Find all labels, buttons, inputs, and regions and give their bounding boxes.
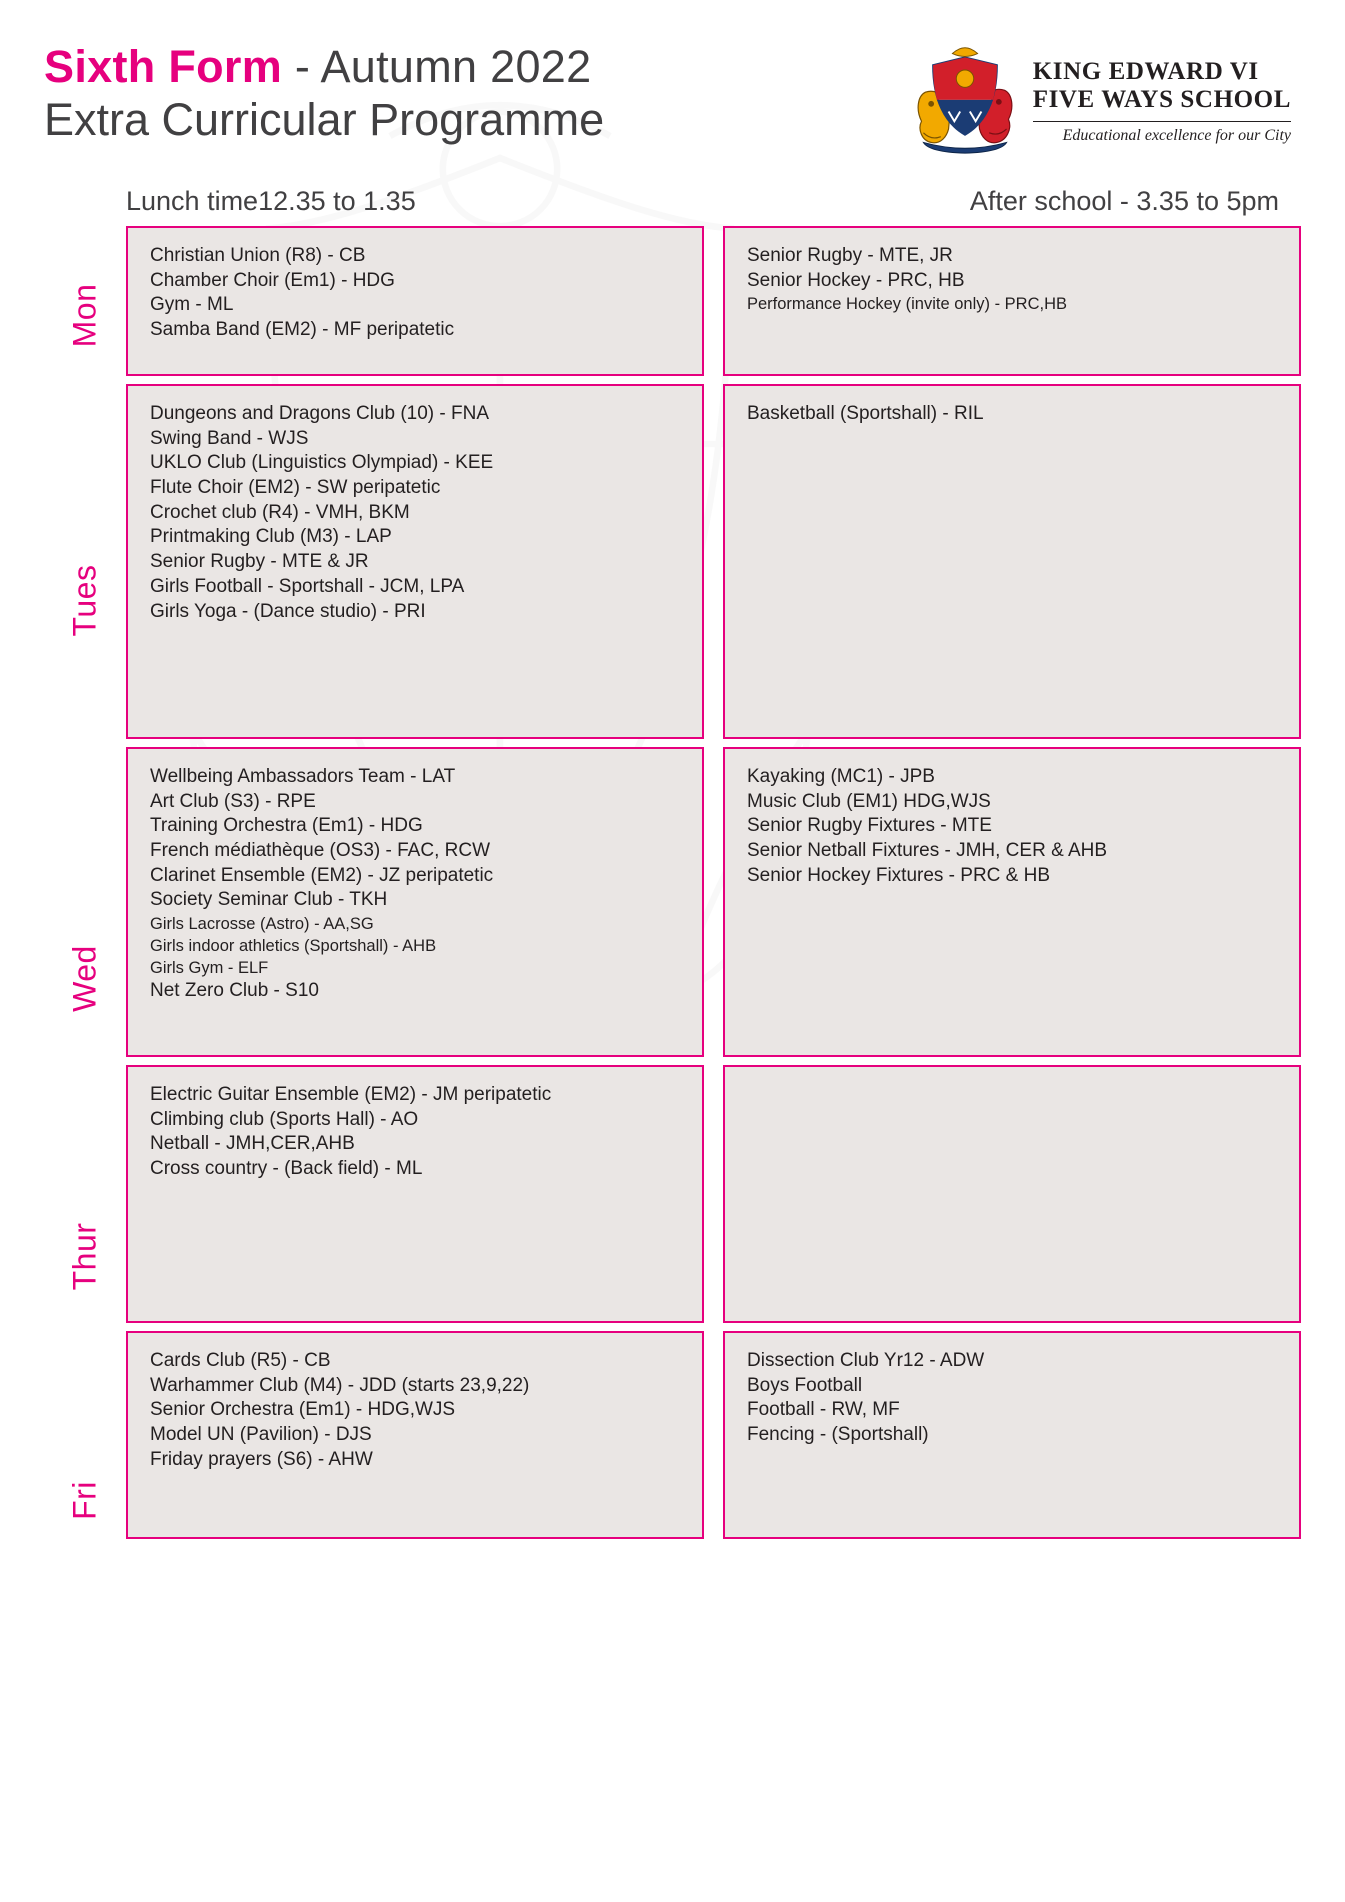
day-label-cell	[44, 747, 126, 1057]
list-item: Printmaking Club (M3) - LAP	[150, 526, 392, 548]
list-item: Netball - JMH,CER,AHB	[150, 1133, 355, 1155]
list-item: Football - RW, MF	[747, 1399, 900, 1421]
list-item: Senior Rugby - MTE, JR	[747, 245, 953, 266]
list-item: UKLO Club (Linguistics Olympiad) - KEE	[150, 452, 494, 474]
list-item: Climbing club (Sports Hall) - AO	[150, 1108, 419, 1130]
list-item: Training Orchestra (Em1) - HDG	[150, 815, 423, 837]
list-item: Senior Rugby - MTE & JR	[150, 551, 369, 573]
day-cells	[126, 1065, 1301, 1323]
list-item: Cross country - (Back field) - ML	[150, 1158, 423, 1180]
list-item: Model UN (Pavilion) - DJS	[150, 1424, 372, 1446]
table-row	[44, 384, 1301, 739]
day-label-thur: Thur	[66, 1222, 103, 1291]
day-label-wed: Wed	[66, 945, 103, 1012]
activity-list	[150, 1349, 684, 1472]
list-item: Girls indoor athletics (Sportshall) - AHB	[150, 937, 437, 956]
school-name-line-2: FIVE WAYS SCHOOL	[1032, 86, 1291, 113]
list-item: Christian Union (R8) - CB	[150, 245, 366, 266]
page-title-line-2: Extra Curricular Programme	[44, 94, 605, 146]
list-item: Senior Hockey - PRC, HB	[747, 269, 965, 291]
cell-tues-lunch	[126, 384, 704, 739]
day-label-tues: Tues	[66, 564, 103, 637]
list-item: Girls Yoga - (Dance studio) - PRI	[150, 600, 426, 622]
day-label-fri: Fri	[66, 1481, 103, 1520]
school-name-line-1: KING EDWARD VI	[1032, 58, 1259, 85]
cell-mon-after-school	[723, 226, 1301, 376]
day-cells	[126, 747, 1301, 1057]
list-item: Clarinet Ensemble (EM2) - JZ peripatetic	[150, 864, 494, 886]
day-cells	[126, 384, 1301, 739]
title-dash: -	[282, 41, 321, 92]
list-item: Dungeons and Dragons Club (10) - FNA	[150, 403, 490, 424]
list-item: Electric Guitar Ensemble (EM2) - JM peripatetic	[150, 1084, 552, 1105]
list-item: Fencing - (Sportshall)	[747, 1424, 929, 1446]
cell-tues-after-school	[723, 384, 1301, 739]
list-item: Girls Gym - ELF	[150, 959, 269, 978]
list-item: Swing Band - WJS	[150, 427, 309, 449]
cell-mon-lunch	[126, 226, 704, 376]
table-row	[44, 1331, 1301, 1539]
list-item: Music Club (EM1) HDG,WJS	[747, 790, 991, 812]
list-item: Crochet club (R4) - VMH, BKM	[150, 501, 410, 523]
list-item: Gym - ML	[150, 294, 234, 316]
page-header	[44, 34, 1301, 156]
cell-thur-lunch	[126, 1065, 704, 1323]
activity-list	[150, 244, 684, 343]
list-item: Girls Lacrosse (Astro) - AA,SG	[150, 915, 374, 934]
cell-wed-lunch	[126, 747, 704, 1057]
list-item: Friday prayers (S6) - AHW	[150, 1448, 373, 1470]
cell-thur-after-school	[723, 1065, 1301, 1323]
list-item: Society Seminar Club - TKH	[150, 889, 388, 911]
day-cells	[126, 1331, 1301, 1539]
school-crest-icon	[911, 40, 1019, 156]
list-item: Dissection Club Yr12 - ADW	[747, 1350, 985, 1371]
column-heading-lunch: Lunch time12.35 to 1.35	[126, 186, 416, 216]
column-headings	[44, 186, 1301, 226]
day-label-mon: Mon	[66, 283, 103, 348]
school-wordmark	[1033, 40, 1291, 145]
school-logo	[911, 34, 1301, 156]
title-sixth-form: Sixth Form	[44, 41, 283, 92]
school-tagline: Educational excellence for our City	[1062, 127, 1291, 144]
cell-wed-after-school	[723, 747, 1301, 1057]
day-label-cell	[44, 384, 126, 739]
activity-list	[747, 244, 1281, 315]
list-item: Senior Orchestra (Em1) - HDG,WJS	[150, 1399, 456, 1421]
activity-list	[747, 765, 1281, 888]
logo-divider	[1033, 121, 1291, 122]
activity-list	[150, 765, 684, 1004]
activity-list	[150, 1083, 684, 1182]
day-label-cell	[44, 226, 126, 376]
day-cells	[126, 226, 1301, 376]
title-block	[44, 34, 604, 146]
list-item: Chamber Choir (Em1) - HDG	[150, 269, 395, 291]
list-item: Kayaking (MC1) - JPB	[747, 766, 935, 787]
list-item: Flute Choir (EM2) - SW peripatetic	[150, 477, 441, 499]
list-item: Net Zero Club - S10	[150, 980, 319, 1002]
list-item: Samba Band (EM2) - MF peripatetic	[150, 319, 455, 341]
activity-list	[747, 402, 1281, 427]
list-item: Art Club (S3) - RPE	[150, 790, 316, 812]
list-item: Boys Football	[747, 1374, 863, 1396]
day-label-cell	[44, 1065, 126, 1323]
list-item: Warhammer Club (M4) - JDD (starts 23,9,22)	[150, 1374, 530, 1396]
list-item: French médiathèque (OS3) - FAC, RCW	[150, 840, 490, 862]
list-item: Senior Hockey Fixtures - PRC & HB	[747, 864, 1051, 886]
list-item: Basketball (Sportshall) - RIL	[747, 403, 984, 424]
activity-list	[747, 1349, 1281, 1448]
list-item: Senior Netball Fixtures - JMH, CER & AHB	[747, 840, 1108, 862]
list-item: Girls Football - Sportshall - JCM, LPA	[150, 575, 465, 597]
table-row	[44, 226, 1301, 376]
table-row	[44, 1065, 1301, 1323]
column-heading-after-school: After school - 3.35 to 5pm	[969, 186, 1279, 216]
cell-fri-after-school	[723, 1331, 1301, 1539]
timetable-grid	[44, 226, 1301, 1539]
activity-list	[150, 402, 684, 624]
list-item: Senior Rugby Fixtures - MTE	[747, 815, 992, 837]
day-label-cell	[44, 1331, 126, 1539]
list-item: Wellbeing Ambassadors Team - LAT	[150, 766, 456, 787]
list-item: Cards Club (R5) - CB	[150, 1350, 331, 1371]
table-row	[44, 747, 1301, 1057]
list-item: Performance Hockey (invite only) - PRC,HB	[747, 295, 1068, 314]
title-term: Autumn 2022	[320, 41, 592, 92]
page-title-line-1	[44, 40, 604, 93]
cell-fri-lunch	[126, 1331, 704, 1539]
